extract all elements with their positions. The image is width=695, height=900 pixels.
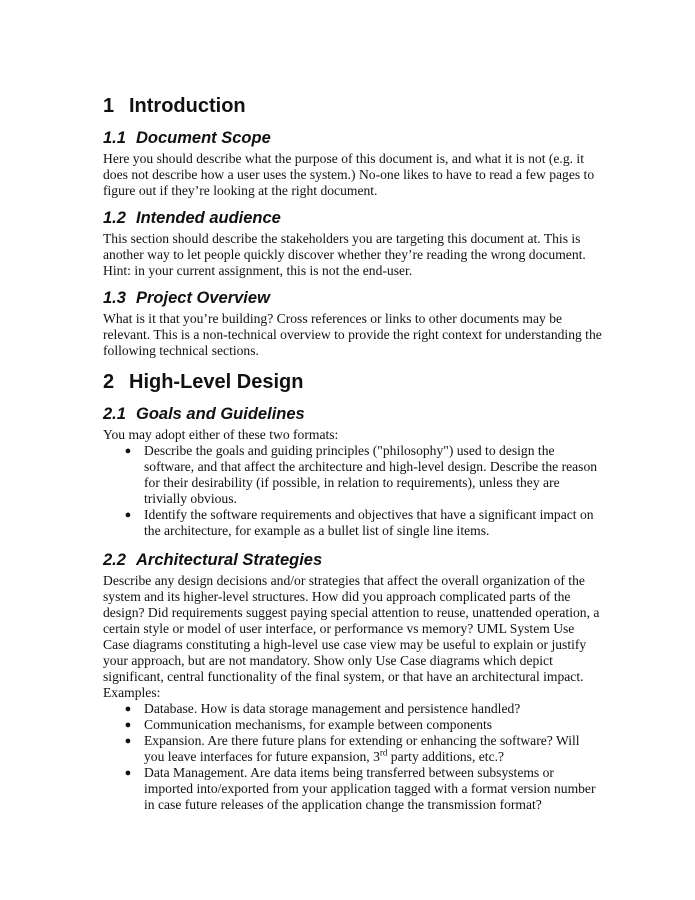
bullet-icon: ● bbox=[124, 703, 132, 715]
heading-document-scope: 1.1 Document Scope bbox=[103, 129, 271, 147]
list-item: ● Database. How is data storage management and persistence handled? bbox=[103, 701, 603, 717]
list-item: ● Identify the software requirements and objectives that have a significant impact on the architecture, for example as a bullet list of single line items. bbox=[103, 507, 603, 539]
paragraph-document-scope: Here you should describe what the purpose of this document is, and what it is not (e.g. it does not describe how a user uses the system.) No-one likes to have to read a few pages to figure out if they’re looking at the right document. bbox=[103, 151, 595, 198]
paragraph-architectural-strategies: Describe any design decisions and/or strategies that affect the overall organization of the system and its higher-level structures. How did you approach complicated parts of the design? Did requirements suggest paying special attention to reuse, unattended operation, a certain style or model of user interface, or performance vs memory? UML System Use Case diagrams constituting a high-level use case view may be useful to explain or justify your approach, but are not mandatory. Show only Use Case diagrams which depict significant, central functionality of the final system, or that have an architectural impact. Examples: bbox=[103, 573, 600, 700]
heading-introduction: 1 Introduction bbox=[103, 95, 246, 117]
bullet-icon: ● bbox=[124, 735, 132, 747]
heading-intended-audience: 1.2 Intended audience bbox=[103, 209, 281, 227]
list-item: ● Expansion. Are there future plans for extending or enhancing the software? Will you leave interfaces for future expansion, 3rd party additions, etc.? bbox=[103, 733, 603, 765]
list-item: ● Data Management. Are data items being transferred between subsystems or imported into/exported from your application tagged with a format version number in case future releases of the application change the transmission format? bbox=[103, 765, 603, 813]
bullet-icon: ● bbox=[124, 767, 132, 779]
strategies-bullet-list bbox=[103, 701, 603, 813]
list-item: ● Describe the goals and guiding principles ("philosophy") used to design the software, and that affect the architecture and high-level design. Describe the reason for their desirability (if possible, in relation to requirements), unless they are trivially obvious. bbox=[103, 443, 603, 507]
paragraph-goals-intro: You may adopt either of these two formats: bbox=[103, 427, 339, 442]
heading-goals-guidelines: 2.1 Goals and Guidelines bbox=[103, 405, 305, 423]
document-content bbox=[103, 94, 603, 813]
list-item: ● Communication mechanisms, for example between components bbox=[103, 717, 603, 733]
bullet-icon: ● bbox=[124, 719, 132, 731]
heading-project-overview: 1.3 Project Overview bbox=[103, 289, 270, 307]
bullet-icon: ● bbox=[124, 445, 132, 457]
goals-bullet-list bbox=[103, 443, 603, 539]
paragraph-project-overview: What is it that you’re building? Cross references or links to other documents may be relevant. This is a non-technical overview to provide the right context for understanding the following technical sections. bbox=[103, 311, 602, 358]
heading-high-level-design: 2 High-Level Design bbox=[103, 371, 304, 393]
heading-architectural-strategies: 2.2 Architectural Strategies bbox=[103, 551, 323, 569]
paragraph-intended-audience: This section should describe the stakeholders you are targeting this document at. This is another way to let people quickly discover whether they’re reading the wrong document. Hint: in your current assignment, this is not the end-user. bbox=[103, 231, 586, 278]
bullet-icon: ● bbox=[124, 509, 132, 521]
